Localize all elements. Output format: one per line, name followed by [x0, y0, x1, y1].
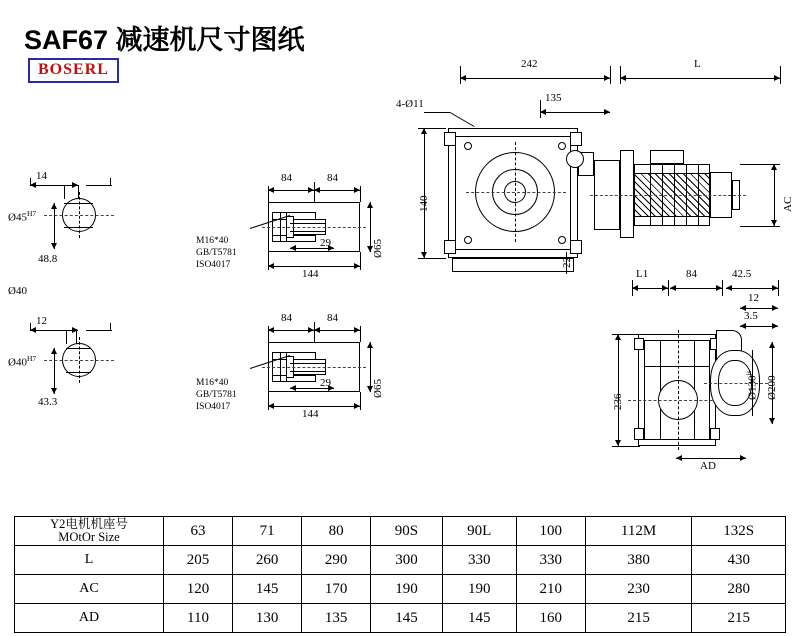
cell: 145	[371, 604, 443, 633]
note-4xd11: 4-Ø11	[396, 98, 424, 110]
table-row	[15, 604, 786, 633]
cell: 120	[164, 575, 233, 604]
cell: 100	[516, 517, 585, 546]
row-label-motor-size	[15, 517, 164, 546]
cell: 135	[302, 604, 371, 633]
dim-84a-top: 84	[281, 172, 292, 184]
dim-84a-bottom: 84	[281, 312, 292, 324]
cell: 80	[302, 517, 371, 546]
dim-AC: AC	[782, 196, 794, 212]
note-thread-top: M16*40	[196, 236, 229, 246]
dim-12: 12	[748, 292, 759, 304]
note-std1-top: GB/T5781	[196, 248, 237, 258]
dim-84b-bottom: 84	[327, 312, 338, 324]
row-label-line1: Y2电机机座号	[50, 516, 128, 531]
cell: 280	[692, 575, 786, 604]
dim-29-top: 29	[320, 237, 331, 249]
cell: 132S	[692, 517, 786, 546]
dim-135: 135	[545, 92, 562, 104]
cell: 63	[164, 517, 233, 546]
dim-d65-bottom: Ø65	[372, 379, 384, 398]
dim-144-top: 144	[302, 268, 319, 280]
dim-bore-top: $Ø45^{H7}$	[8, 209, 37, 224]
dim-height-top: 48.8	[38, 253, 58, 265]
cell: 170	[302, 575, 371, 604]
dim-key-width-top: 14	[36, 170, 47, 182]
cell: 290	[302, 546, 371, 575]
table-row	[15, 575, 786, 604]
cell: 71	[233, 517, 302, 546]
note-thread-bottom: M16*40	[196, 378, 229, 388]
dim-42-5: 42.5	[732, 268, 752, 280]
dim-key-width-bottom: 12	[36, 315, 47, 327]
dim-242: 242	[521, 58, 538, 70]
cell: 112M	[585, 517, 692, 546]
cell: 190	[371, 575, 443, 604]
cell: 160	[516, 604, 585, 633]
dim-140: 140	[418, 195, 430, 212]
dim-d65-top: Ø65	[372, 239, 384, 258]
cell: 210	[516, 575, 585, 604]
cell: 380	[585, 546, 692, 575]
dim-bore-bottom: $Ø40^{H7}$	[8, 354, 37, 369]
dim-84b-top: 84	[327, 172, 338, 184]
page-title: SAF67 减速机尺寸图纸	[24, 25, 305, 55]
cell: 330	[442, 546, 516, 575]
dim-flat-top: Ø40	[8, 285, 27, 297]
cell: 145	[233, 575, 302, 604]
note-std2-top: ISO4017	[196, 260, 231, 270]
dim-3-5: 3.5	[744, 310, 758, 322]
note-std1-bottom: GB/T5781	[196, 390, 237, 400]
cell: 330	[516, 546, 585, 575]
dim-84-br: 84	[686, 268, 697, 280]
spec-table	[14, 516, 786, 633]
table-row-header	[15, 517, 786, 546]
dim-22: 22	[561, 257, 573, 268]
brand-logo: BOSERL	[28, 58, 119, 83]
cell: 110	[164, 604, 233, 633]
dim-236: 236	[612, 393, 624, 410]
cell: 260	[233, 546, 302, 575]
cell: 430	[692, 546, 786, 575]
dim-144-bottom: 144	[302, 408, 319, 420]
cell: 90L	[442, 517, 516, 546]
dim-d200: Ø200	[766, 375, 778, 400]
dim-L: L	[694, 58, 701, 70]
row-label-L: L	[15, 546, 164, 575]
cell: 90S	[371, 517, 443, 546]
cell: 130	[233, 604, 302, 633]
cell: 300	[371, 546, 443, 575]
dim-L1: L1	[636, 268, 649, 280]
cell: 190	[442, 575, 516, 604]
row-label-AC: AC	[15, 575, 164, 604]
row-label-line2: MOtOr Size	[58, 530, 120, 544]
cell: 215	[585, 604, 692, 633]
cell: 205	[164, 546, 233, 575]
dim-d130: $Ø130^{js}$	[744, 370, 759, 400]
note-std2-bottom: ISO4017	[196, 402, 231, 412]
cell: 230	[585, 575, 692, 604]
row-label-AD: AD	[15, 604, 164, 633]
dim-AD: AD	[700, 460, 716, 472]
cell: 145	[442, 604, 516, 633]
dim-height-bottom: 43.3	[38, 396, 58, 408]
dim-29-bottom: 29	[320, 377, 331, 389]
cell: 215	[692, 604, 786, 633]
table-row	[15, 546, 786, 575]
